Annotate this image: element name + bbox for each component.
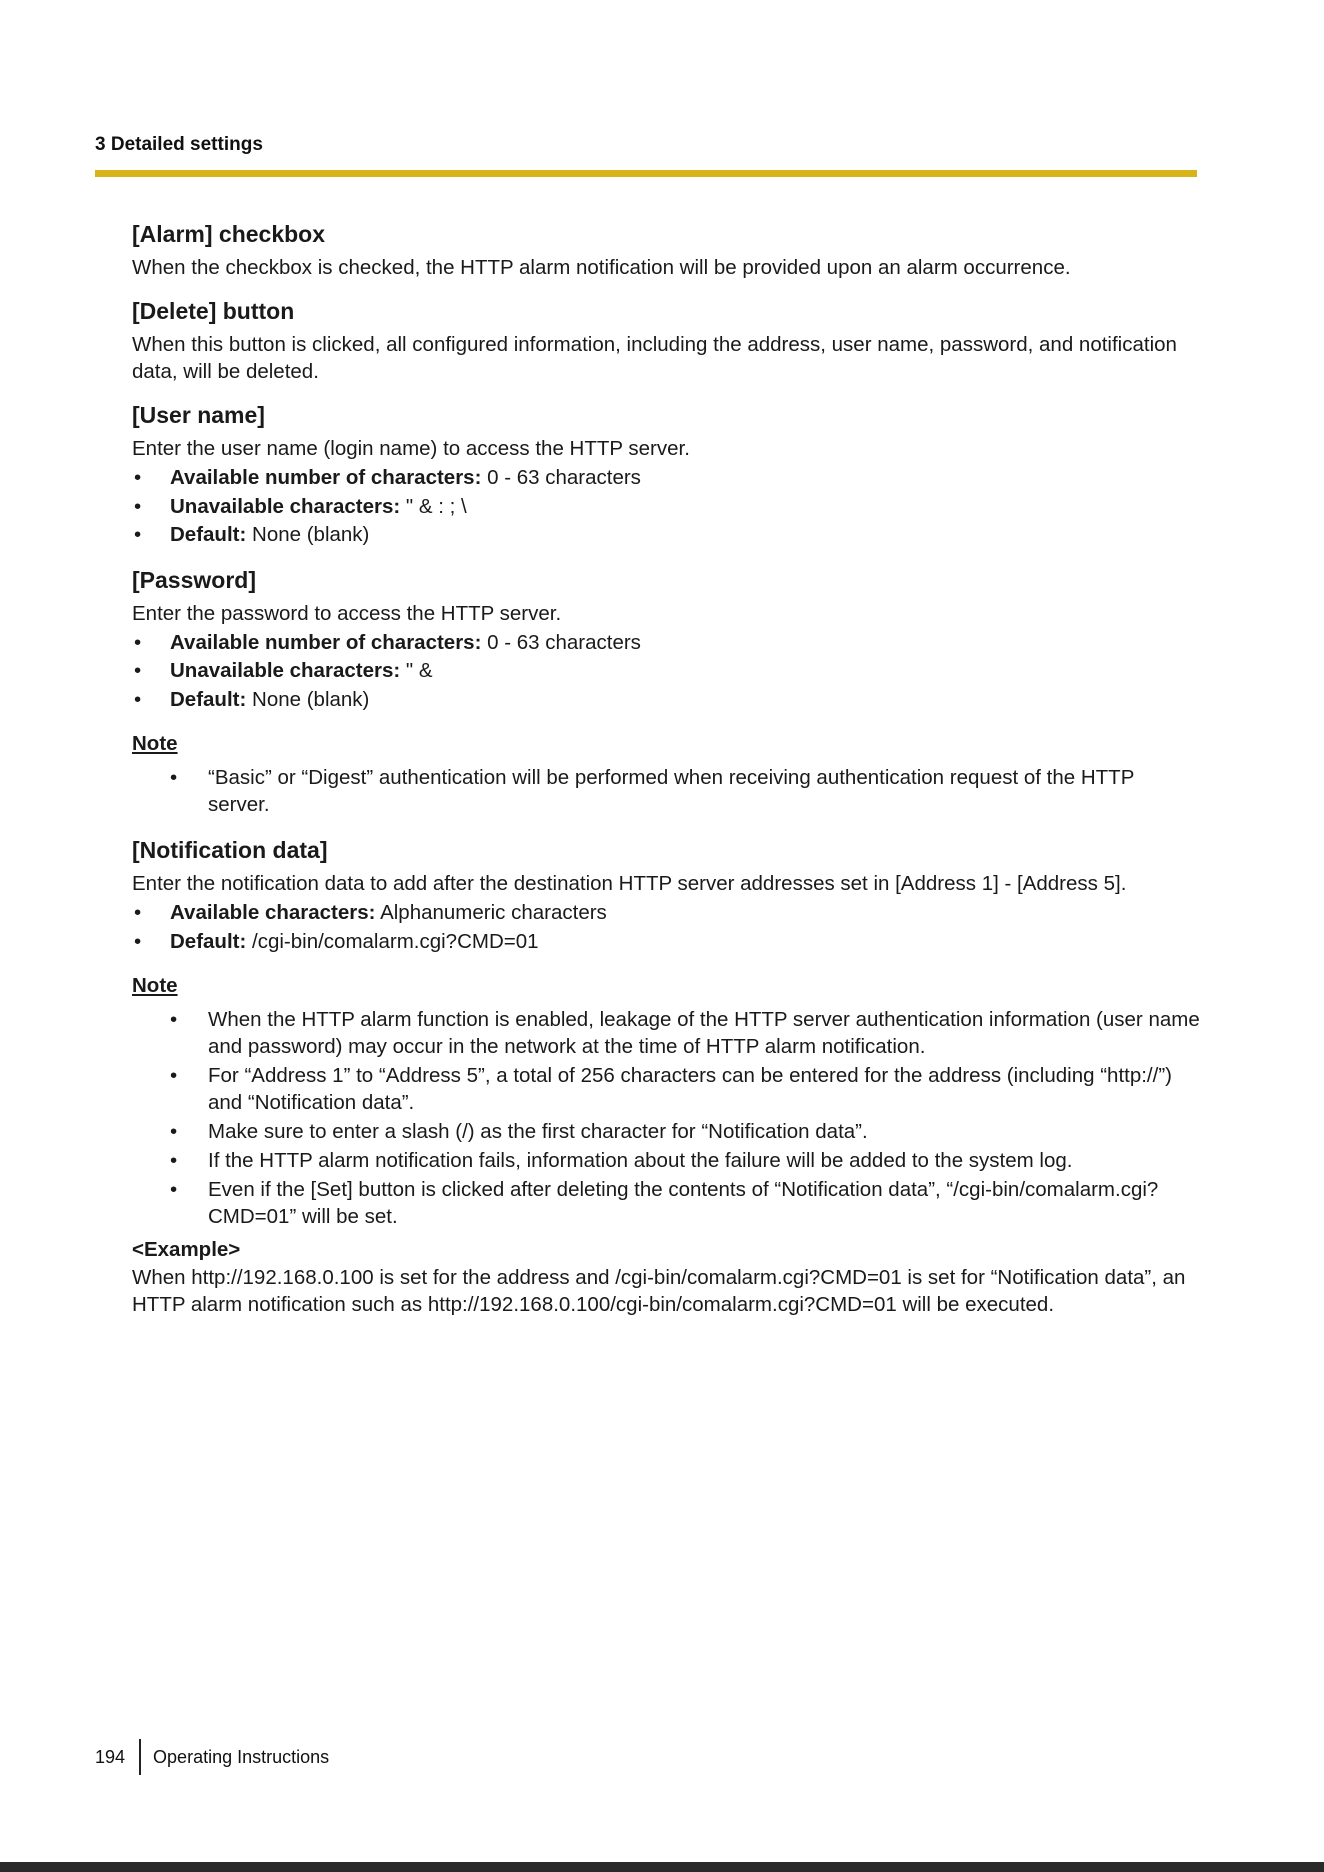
note-item: • For “Address 1” to “Address 5”, a total of 256 characters can be entered for the address (including “http://”) and “Notification data”.: [208, 1062, 1200, 1116]
page-number: 194: [95, 1746, 126, 1767]
note-title: Note: [132, 732, 178, 755]
note-item: • If the HTTP alarm notification fails, information about the failure will be added to the system log.: [208, 1147, 1200, 1174]
section-text: Enter the user name (login name) to access the HTTP server.: [132, 437, 690, 460]
example-title: <Example>: [132, 1238, 241, 1261]
page-content: [132, 218, 1200, 1318]
list-item: • Default: None (blank): [132, 686, 1200, 715]
section-title: [Password]: [132, 566, 256, 593]
list-item: • Default: /cgi-bin/comalarm.cgi?CMD=01: [132, 928, 1200, 957]
page-footer: [95, 1738, 329, 1776]
note-list: [132, 1006, 1200, 1230]
section-title: [Delete] button: [132, 298, 295, 324]
note-item: • “Basic” or “Digest” authentication will be performed when receiving authentication request of the HTTP server.: [208, 764, 1200, 818]
note-item: • When the HTTP alarm function is enabled, leakage of the HTTP server authentication information (user name and password) may occur in the network at the time of HTTP alarm notification.: [208, 1006, 1200, 1060]
section-text: When the checkbox is checked, the HTTP alarm notification will be provided upon an alarm occurrence.: [132, 256, 1071, 279]
section-title: [Alarm] checkbox: [132, 221, 326, 247]
note-list: [132, 764, 1200, 818]
section-text: Enter the password to access the HTTP server.: [132, 601, 562, 625]
header-rule: [95, 170, 1197, 177]
footer-divider: [139, 1739, 141, 1775]
section-alarm-checkbox: [132, 218, 1200, 281]
section-title: [User name]: [132, 402, 265, 428]
section-delete-button: [132, 295, 1200, 385]
note-item: • Even if the [Set] button is clicked after deleting the contents of “Notification data”, “/cgi-bin/comalarm.cgi?CMD=01” will be set.: [208, 1176, 1200, 1230]
note-title: Note: [132, 974, 178, 997]
list-item: • Available number of characters: 0 - 63 characters: [132, 629, 1200, 658]
section-text: When this button is clicked, all configured information, including the address, user name, password, and notification data, will be deleted.: [132, 333, 1177, 383]
list-item: • Unavailable characters: " & : ; \: [132, 493, 1200, 522]
spec-list: [132, 464, 1200, 550]
section-password: [132, 564, 1200, 819]
list-item: • Available number of characters: 0 - 63 characters: [132, 464, 1200, 493]
section-text: Enter the notification data to add after the destination HTTP server addresses set in [Address 1] - [Address 5].: [132, 872, 1127, 895]
list-item: • Available characters: Alphanumeric characters: [132, 899, 1200, 928]
footer-title: Operating Instructions: [153, 1746, 330, 1767]
note-item: • Make sure to enter a slash (/) as the first character for “Notification data”.: [208, 1118, 1200, 1145]
spec-list: [132, 899, 1200, 956]
list-item: • Unavailable characters: " &: [132, 657, 1200, 686]
spec-list: [132, 629, 1200, 715]
example-text: When http://192.168.0.100 is set for the address and /cgi-bin/comalarm.cgi?CMD=01 is set for “Notification data”, an HTTP alarm notification such as http://192.168.0.100/cgi-bin/comalarm.cgi?CMD=01 will be executed.: [132, 1266, 1186, 1316]
section-notification-data: [132, 834, 1200, 1318]
bottom-edge-bar: [0, 1862, 1324, 1872]
list-item: • Default: None (blank): [132, 521, 1200, 550]
section-user-name: [132, 399, 1200, 550]
running-head: 3 Detailed settings: [95, 134, 263, 155]
section-title: [Notification data]: [132, 837, 328, 863]
